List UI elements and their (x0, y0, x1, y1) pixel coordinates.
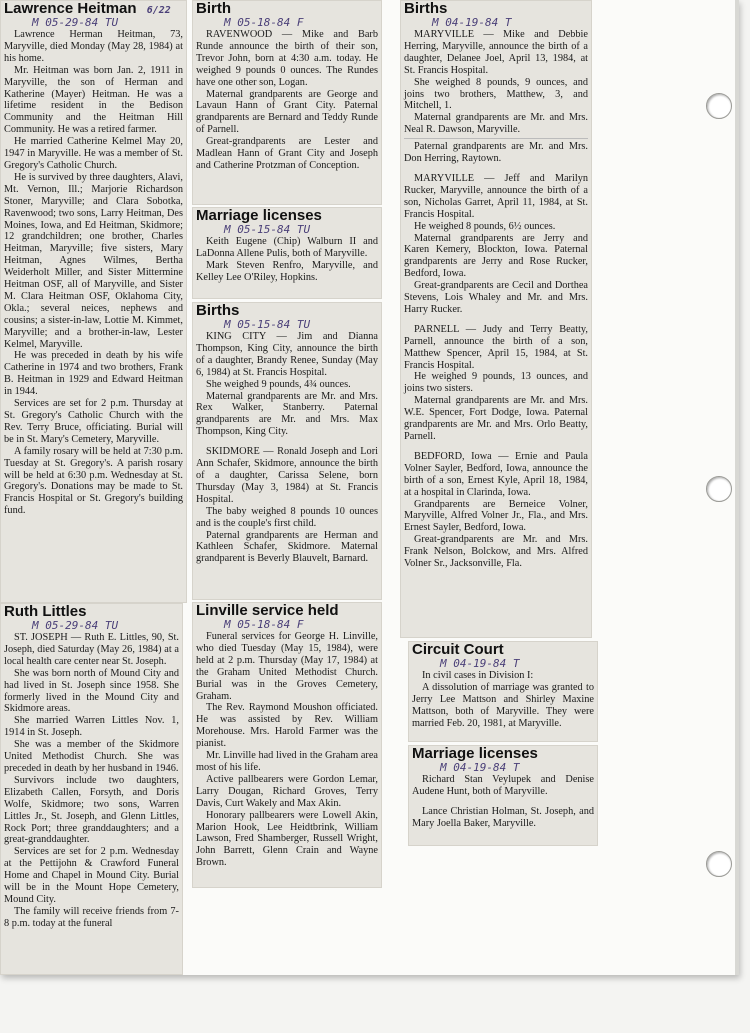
headline: Ruth Littles (4, 603, 87, 620)
paragraph: Lance Christian Holman, St. Joseph, and Mary Joella Baker, Maryville. (412, 805, 594, 829)
paragraph: He weighed 9 pounds, 13 ounces, and joins two sisters. (404, 371, 588, 395)
paragraph: She weighed 8 pounds, 9 ounces, and joins two brothers, Matthew, 3, and Mitchell, 1. (404, 76, 588, 112)
paragraph: She married Warren Littles Nov. 1, 1914 in St. Joseph. (4, 715, 179, 739)
paragraph: Lawrence Herman Heitman, 73, Maryville, died Monday (May 28, 1984) at his home. (4, 29, 183, 64)
headline: Marriage licenses (196, 207, 322, 224)
paragraph: In civil cases in Division I: (422, 670, 534, 681)
paragraph: A family rosary will be held at 7:30 p.m. Tuesday at St. Gregory's. A parish rosary will be held at 6:30 p.m. Wednesday at St. Gregory's. Donations may be made to St. Francis Hospital or St. Gregory's building fund. (4, 445, 183, 517)
clipping-circuit-court (408, 641, 598, 742)
paragraph: She was born north of Mound City and had lived in St. Joseph since 1958. She formerly lived in the Mound City and Skidmore areas. (4, 667, 179, 715)
paragraph: BEDFORD, Iowa — Ernie and Paula Volner Sayler, Bedford, Iowa, announce the birth of a son, Ernest Kyle, April 18, 1984, at a hospital in Clarinda, Iowa. (404, 450, 588, 498)
paragraph: Maternal grandparents are Jerry and Karen Kemery, Blockton, Iowa. Paternal grandparents are Jerry and Rose Rucker, Bedford, Iowa. (404, 232, 588, 280)
headline: Birth (196, 0, 231, 17)
handwritten-date: M 05-18-84 F (224, 618, 304, 631)
paragraph: Survivors include two daughters, Elizabeth Callen, Forsyth, and Doris Wolfe, Skidmore; two sons, Warren Littles Jr., St. Joseph, and Glenn Littles, Rock Port; three granddaughters; and a great-granddaughter. (4, 774, 179, 846)
paragraph: He married Catherine Kelmel May 20, 1947 in Maryville. He was a member of St. Gregory's Catholic Church. (4, 136, 183, 171)
paragraph: Maternal grandparents are Mr. and Mrs. Rex Walker, Stanberry. Paternal grandparents are Mr. and Mrs. Max Thompson, King City. (196, 390, 378, 438)
paragraph: He weighed 8 pounds, 6½ ounces. (414, 220, 556, 232)
paragraph: Keith Eugene (Chip) Walburn II and LaDonna Allene Pulis, both of Maryville. (196, 236, 378, 259)
paragraph: Services are set for 2 p.m. Wednesday at the Pettijohn & Crawford Funeral Home and Chapel in Mound City. Burial will be in the Mount Hope Cemetery, Mound City. (4, 846, 179, 905)
headline: Circuit Court (412, 641, 504, 658)
handwritten-date: M 04-19-84 T (432, 16, 512, 29)
handwritten-note: 6/22 (146, 5, 171, 16)
paragraph: She was a member of the Skidmore United Methodist Church. She was preceded in death by her husband in 1946. (4, 739, 179, 774)
clipping-marriage-licenses-april (408, 745, 598, 846)
clipping-heitman-obituary (0, 0, 187, 603)
headline: Marriage licenses (412, 745, 538, 762)
handwritten-date: M 05-15-84 TU (224, 223, 311, 236)
paragraph: Maternal grandparents are Mr. and Mrs. Neal R. Dawson, Maryville. (404, 112, 588, 136)
paragraph: Services are set for 2 p.m. Thursday at St. Gregory's Catholic Church with the Rev. Terry Bruce, officiating. Burial will be in St. Mary's Cemetery, Maryville. (4, 398, 183, 445)
handwritten-date: M 05-18-84 F (224, 16, 304, 29)
paragraph: Honorary pallbearers were Lowell Akin, Marion Hook, Lee Heidtbrink, William Lawson, Fred Shamberger, Russell Wright, John Barrett, Glenn Crain and Wayne Brown. (196, 809, 378, 869)
headline: Births (196, 302, 240, 319)
handwritten-date: M 04-19-84 T (440, 761, 520, 774)
divider (404, 138, 588, 139)
clipping-littles-obituary (0, 603, 183, 975)
paragraph: The family will receive friends from 7-8 p.m. today at the funeral (4, 905, 179, 929)
paragraph: MARYVILLE — Jeff and Marilyn Rucker, Maryville, announce the birth of a son, Nicholas Garret, April 11, 1984, at St. Francis Hospital. (404, 172, 588, 220)
paragraph: Active pallbearers were Gordon Lemar, Larry Dougan, Richard Groves, Terry Davis, Curt Wakely and Max Akin. (196, 773, 378, 809)
clipping-marriage-licenses-may (192, 207, 382, 299)
paragraph: ST. JOSEPH — Ruth E. Littles, 90, St. Joseph, died Saturday (May 26, 1984) at a local health care center near St. Joseph. (4, 632, 179, 667)
paragraph: Paternal grandparents are Mr. and Mrs. Don Herring, Raytown. (404, 141, 588, 165)
paragraph: Mr. Linville had lived in the Graham area most of his life. (196, 750, 378, 773)
handwritten-date: M 05-29-84 TU (32, 619, 119, 632)
paragraph: Maternal grandparents are George and Lavaun Hann of Grant City. Paternal grandparents are Bernard and Teddy Runde of Parnell. (196, 88, 378, 136)
clipping-birth-runde (192, 0, 382, 205)
handwritten-date: M 04-19-84 T (440, 657, 520, 670)
paragraph: The baby weighed 8 pounds 10 ounces and is the couple's first child. (196, 505, 378, 529)
handwritten-date: M 05-29-84 TU (32, 16, 119, 29)
paragraph: MARYVILLE — Mike and Debbie Herring, Maryville, announce the birth of a daughter, Delanee Joel, April 13, 1984, at St. Francis Hospital. (404, 29, 588, 76)
paragraph: He was preceded in death by his wife Catherine in 1974 and two brothers, Frank B. Heitman in 1929 and Edward Heitman in 1944. (4, 350, 183, 398)
paragraph: Funeral services for George H. Linville, who died Tuesday (May 15, 1984), were held at 2 p.m. Thursday (May 17, 1984) at the Graham United Methodist Church. Burial was in the Groves Cemetery, Graham. (196, 631, 378, 702)
clipping-births-april (400, 0, 592, 638)
binder-hole-middle (706, 476, 732, 502)
paragraph: Mark Steven Renfro, Maryville, and Kelley Lee O'Riley, Hopkins. (196, 259, 378, 283)
page-edge (735, 0, 739, 975)
headline: Births (404, 0, 448, 17)
paragraph: PARNELL — Judy and Terry Beatty, Parnell, announce the birth of a son, Matthew Spencer, April 15, 1984, at St. Francis Hospital. (404, 323, 588, 371)
paragraph: He is survived by three daughters, Alavi, Mt. Vernon, Ill.; Marjorie Richardson Stoner, Maryville; and Clara Sobotka, Ravenwood; two sons, Larry Heitman, Des Moines, Iowa, and Ed Heitman, Skidmore; 12 grandchildren; one brother, Charles Heitman, Maryville; five sisters, Mary Heitman, Agnes Wilmes, Bertha Weiderholt Miller, and Sister Mittermine Heitman OSF, all of Maryville, and Sister M. Clara Heitman OSF, Oklahoma City, Okla.; several neices, nephews and cousins; a sister-in-law, Lottie M. Kimmet, Maryville; and a brother-in-law, Lester Kelmel, Maryville. (4, 171, 183, 350)
clipping-linville-service (192, 602, 382, 888)
headline-text: Lawrence Heitman (4, 0, 137, 17)
handwritten-date: M 05-15-84 TU (224, 318, 311, 331)
clipping-births-may (192, 302, 382, 600)
paragraph: The Rev. Raymond Moushon officiated. He was assisted by Rev. William Morehouse. Mrs. Harold Farmer was the pianist. (196, 702, 378, 750)
binder-hole-top (706, 93, 732, 119)
paragraph: Great-grandparents are Cecil and Dorthea Stevens, Lois Whaley and Mr. and Mrs. Harry Rucker. (404, 280, 588, 315)
paragraph: Richard Stan Veylupek and Denise Audene Hunt, both of Maryville. (412, 774, 594, 797)
headline: Linville service held (196, 602, 339, 619)
paragraph: Paternal grandparents are Herman and Kathleen Schafer, Skidmore. Maternal grandparent is Beverly Blauvelt, Barnard. (196, 529, 378, 565)
paragraph: Grandparents are Berneice Volner, Maryville, Alfred Volner Jr., Fla., and Mrs. Ernest Sayler, Bedford, Iowa. (404, 498, 588, 534)
paragraph: She weighed 9 pounds, 4¾ ounces. (206, 378, 351, 390)
paragraph: Great-grandparents are Lester and Madlean Hann of Grant City and Joseph and Catherine Protzman of Conception. (196, 136, 378, 171)
paragraph: SKIDMORE — Ronald Joseph and Lori Ann Schafer, Skidmore, announce the birth of a daughter, Carissa Selene, born Thursday (May 3, 1984) at St. Francis Hospital. (196, 446, 378, 505)
paragraph: Mr. Heitman was born Jan. 2, 1911 in Maryville, the son of Herman and Katherine (Mayer) Heitman. He was a lifetime resident in the Bedison Community and the Heitman Hill Community. He was a retired farmer. (4, 64, 183, 136)
binder-hole-bottom (706, 851, 732, 877)
paragraph: Great-grandparents are Mr. and Mrs. Frank Nelson, Bolckow, and Mrs. Alfred Volner Sr., Jacksonville, Fla. (404, 534, 588, 570)
paragraph: Maternal grandparents are Mr. and Mrs. W.E. Spencer, Fort Dodge, Iowa. Paternal grandparents are Mr. and Mrs. Orlo Beatty, Parnell. (404, 395, 588, 442)
paragraph: A dissolution of marriage was granted to Jerry Lee Mattson and Shirley Maxine Mattson, both of Maryville. They were married Feb. 20, 1981, at Maryville. (412, 681, 594, 729)
paragraph: RAVENWOOD — Mike and Barb Runde announce the birth of their son, Trevor John, born at 4:30 a.m. today. He weighed 9 pounds 0 ounces. The Rundes have one other son, Logan. (196, 29, 378, 88)
headline (4, 0, 183, 17)
paragraph: KING CITY — Jim and Dianna Thompson, King City, announce the birth of a daughter, Brandy Renee, Sunday (May 6, 1984) at St. Francis Hospital. (196, 331, 378, 378)
